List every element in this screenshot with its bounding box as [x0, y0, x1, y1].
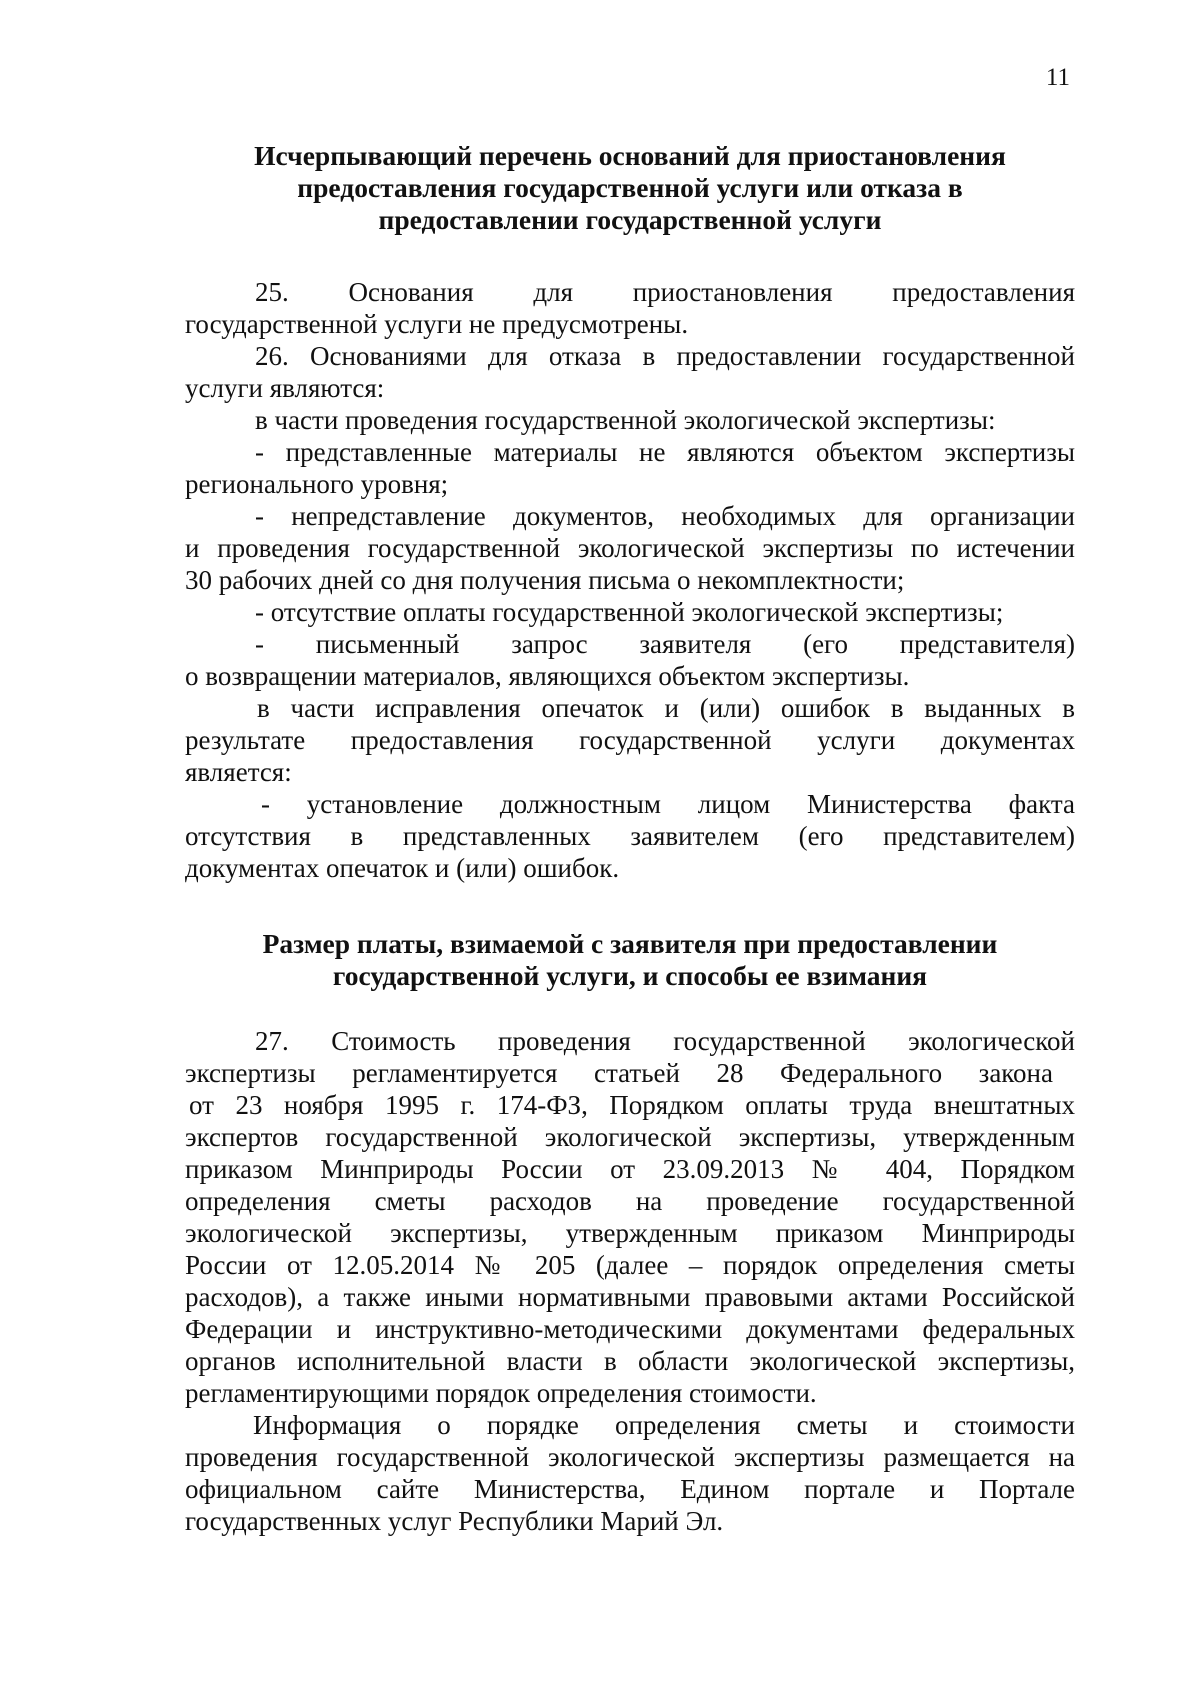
list-item-line: - отсутствие оплаты государственной экологической экспертизы;	[255, 597, 1004, 627]
heading-line: государственной услуги, и способы ее взимания	[332, 960, 928, 991]
list-item-line: - установление должностным лицом Министерства факта	[261, 789, 1075, 819]
paragraph-27-line: экспертов государственной экологической экспертизы, утвержденным	[185, 1122, 1075, 1152]
paragraph-27-line: приказом Минприроды России от 23.09.2013 № 404, Порядком	[185, 1154, 1075, 1184]
paragraph-27-line: расходов), а также иными нормативными правовыми актами Российской	[185, 1282, 1075, 1312]
information-paragraph-line: официальном сайте Министерства, Едином портале и Портале	[185, 1474, 1075, 1504]
heading-line: предоставления государственной услуги или отказа в	[297, 172, 963, 203]
paragraph-27-line: 27. Стоимость проведения государственной экологической	[255, 1026, 1075, 1056]
heading-line: предоставлении государственной услуги	[378, 204, 882, 235]
subparagraph-line: в части проведения государственной экологической экспертизы:	[255, 405, 996, 435]
information-paragraph-line: проведения государственной экологической экспертизы размещается на	[185, 1442, 1075, 1472]
subparagraph-line: является:	[185, 757, 292, 787]
paragraph-27-line: регламентирующими порядок определения стоимости.	[185, 1378, 817, 1408]
section-heading-grounds-for-refusal	[185, 140, 1075, 236]
paragraph-25-line: 25. Основания для приостановления предоставления	[255, 277, 1075, 307]
list-item-line: о возвращении материалов, являющихся объектом экспертизы.	[185, 661, 910, 691]
paragraph-27-line: экологической экспертизы, утвержденным приказом Минприроды	[185, 1218, 1075, 1248]
heading-line: Размер платы, взимаемой с заявителя при предоставлении	[262, 928, 998, 959]
subparagraph-line: результате предоставления государственной услуги документах	[185, 725, 1075, 755]
paragraph-27-line: органов исполнительной власти в области экологической экспертизы,	[185, 1346, 1075, 1376]
page-number: 11	[1045, 64, 1070, 91]
list-item-line: - письменный запрос заявителя (его представителя)	[255, 629, 1075, 659]
list-item-line: и проведения государственной экологической экспертизы по истечении	[185, 533, 1075, 563]
paragraph-27-line: от 23 ноября 1995 г. 174-ФЗ, Порядком оплаты труда внештатных	[189, 1090, 1075, 1120]
list-item-line: 30 рабочих дней со дня получения письма о некомплектности;	[185, 565, 905, 595]
list-item-line: отсутствия в представленных заявителем (его представителем)	[185, 821, 1075, 851]
paragraph-27-line: определения сметы расходов на проведение государственной	[185, 1186, 1075, 1216]
paragraph-25-line: государственной услуги не предусмотрены.	[185, 309, 689, 339]
paragraph-27-line: России от 12.05.2014 № 205 (далее – порядок определения сметы	[185, 1250, 1075, 1280]
section-heading-fee	[185, 928, 1075, 992]
subparagraph-line: в части исправления опечаток и (или) ошибок в выданных в	[257, 693, 1075, 723]
information-paragraph-line: Информация о порядке определения сметы и стоимости	[253, 1410, 1075, 1440]
heading-line: Исчерпывающий перечень оснований для приостановления	[254, 140, 1006, 171]
list-item-line: документах опечаток и (или) ошибок.	[185, 853, 620, 883]
list-item-line: - представленные материалы не являются объектом экспертизы	[255, 437, 1075, 467]
paragraph-26-line: 26. Основаниями для отказа в предоставлении государственной	[255, 341, 1075, 371]
information-paragraph-line: государственных услуг Республики Марий Эл.	[185, 1506, 724, 1536]
section-body-fee	[185, 1025, 1075, 1537]
paragraph-27-line: Федерации и инструктивно-методическими документами федеральных	[185, 1314, 1075, 1344]
list-item-line: регионального уровня;	[185, 469, 449, 499]
paragraph-26-line: услуги являются:	[185, 373, 385, 403]
list-item-line: - непредставление документов, необходимых для организации	[255, 501, 1075, 531]
section-body-grounds-for-refusal	[185, 276, 1075, 884]
paragraph-27-line: экспертизы регламентируется статьей 28 Федерального закона	[185, 1058, 1053, 1088]
